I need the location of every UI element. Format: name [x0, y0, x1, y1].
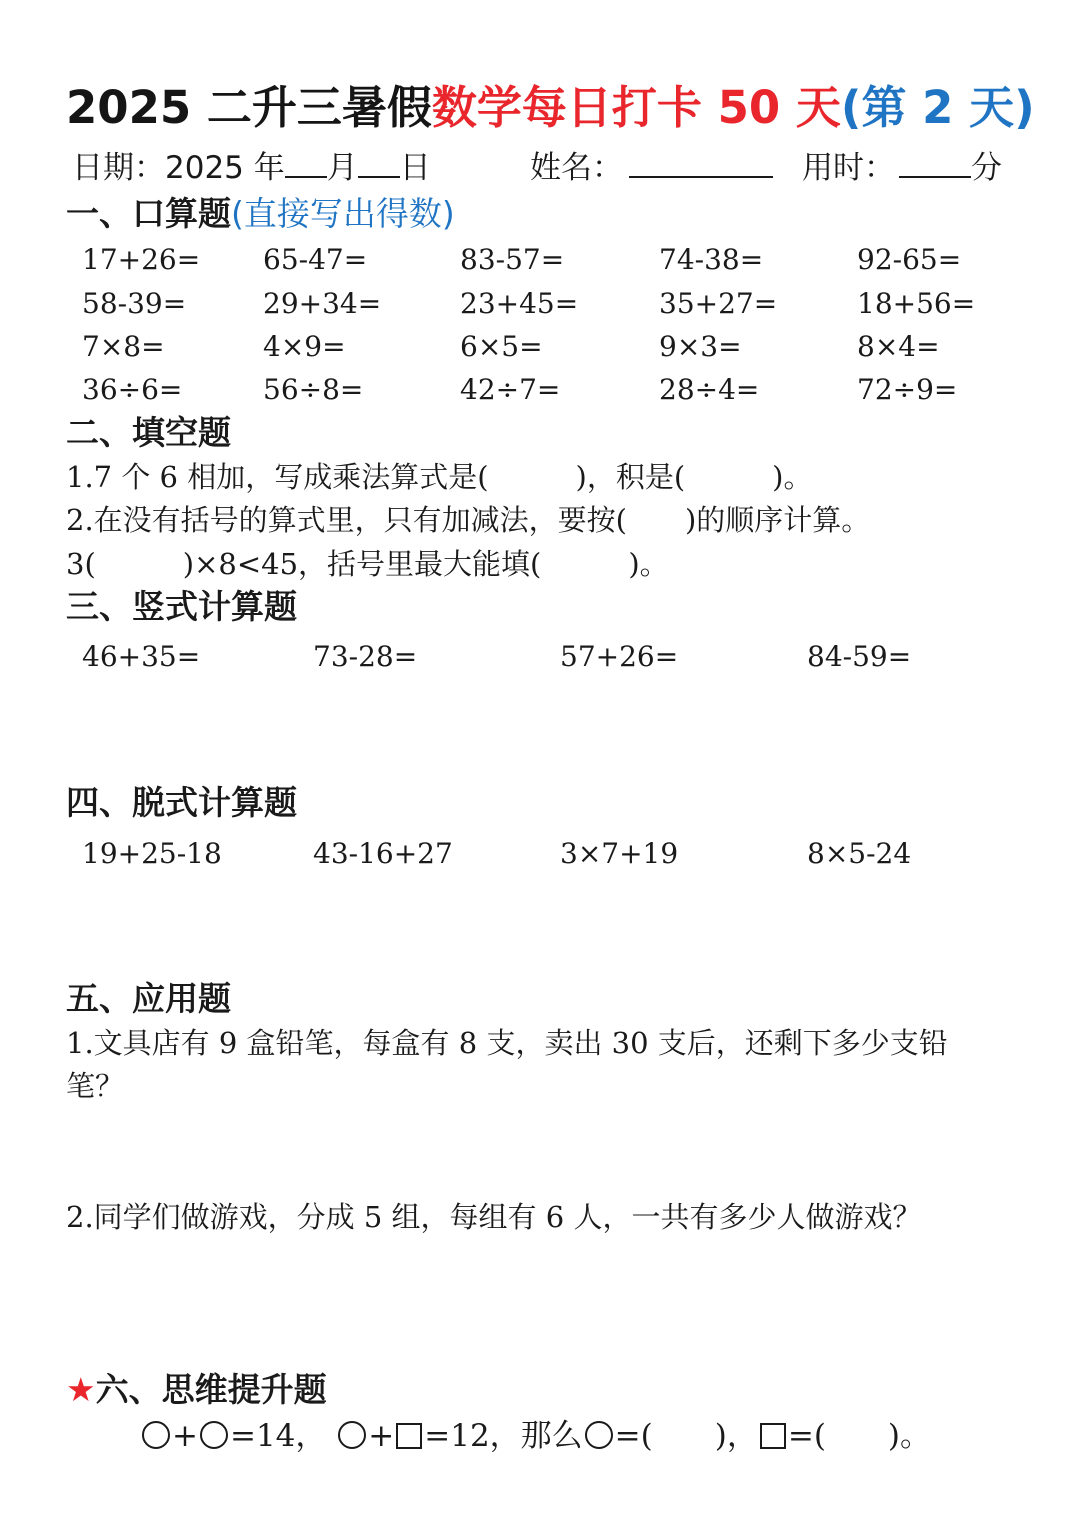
- section-heading-thinking: [66, 1368, 327, 1412]
- section-heading-fill: 二、填空题: [66, 413, 231, 452]
- answer-blank-circle: =( )，: [614, 1418, 758, 1454]
- thinking-problem: [140, 1414, 931, 1458]
- oral-item: 35+27=: [659, 287, 778, 320]
- equation-part: =12，那么: [424, 1418, 583, 1454]
- month-unit: 月: [326, 150, 358, 186]
- application-item-2: 2.同学们做游戏，分成 5 组，每组有 6 人，一共有多少人做游戏？: [66, 1200, 922, 1234]
- page-title: [66, 78, 1035, 138]
- vertical-calc-item: 46+35=: [82, 640, 201, 673]
- name-label: 姓名：: [530, 150, 623, 186]
- circle-icon: [142, 1421, 170, 1449]
- oral-item: 28÷4=: [659, 373, 760, 406]
- step-calc-item: 43-16+27: [313, 837, 453, 870]
- section-heading-vertical: 三、竖式计算题: [66, 587, 297, 626]
- oral-item: 29+34=: [263, 287, 382, 320]
- step-calc-item: 8×5-24: [807, 837, 912, 870]
- fill-item-2: 2.在没有括号的算式里，只有加减法，要按( )的顺序计算。: [66, 503, 871, 537]
- oral-item: 6×5=: [460, 330, 543, 363]
- oral-item: 65-47=: [263, 243, 368, 276]
- answer-blank-square: =( )。: [787, 1418, 932, 1454]
- section-1-title: 一、口算题: [66, 194, 231, 233]
- day-blank[interactable]: [358, 146, 400, 178]
- oral-item: 58-39=: [82, 287, 187, 320]
- time-field: [802, 146, 1002, 190]
- application-item-1-line-1: 1.文具店有 9 盒铅笔，每盒有 8 支，卖出 30 支后，还剩下多少支铅: [66, 1026, 948, 1060]
- info-line: [72, 146, 431, 190]
- year-value: 2025: [165, 150, 244, 186]
- name-field: [530, 146, 773, 190]
- square-icon: [396, 1423, 422, 1449]
- section-heading-application: 五、应用题: [66, 979, 231, 1018]
- oral-item: 18+56=: [857, 287, 976, 320]
- oral-item: 92-65=: [857, 243, 962, 276]
- oral-item: 56÷8=: [263, 373, 364, 406]
- year-unit: 年: [253, 150, 285, 186]
- vertical-calc-item: 57+26=: [560, 640, 679, 673]
- step-calc-item: 19+25-18: [82, 837, 222, 870]
- month-blank[interactable]: [285, 146, 327, 178]
- circle-icon: [338, 1421, 366, 1449]
- section-heading-oral: [66, 192, 455, 236]
- equation-part: =14，: [229, 1418, 327, 1454]
- oral-item: 23+45=: [460, 287, 579, 320]
- vertical-calc-item: 73-28=: [313, 640, 418, 673]
- vertical-calc-item: 84-59=: [807, 640, 912, 673]
- minute-unit: 分: [971, 150, 1002, 186]
- time-label: 用时：: [802, 150, 895, 186]
- section-1-hint: (直接写出得数): [231, 194, 455, 233]
- title-blue-part: (第 2 天): [840, 81, 1035, 134]
- section-heading-step: 四、脱式计算题: [66, 783, 297, 822]
- oral-item: 4×9=: [263, 330, 346, 363]
- fill-item-1: 1.7 个 6 相加，写成乘法算式是( )，积是( )。: [66, 460, 813, 494]
- oral-item: 36÷6=: [82, 373, 183, 406]
- oral-item: 8×4=: [857, 330, 940, 363]
- star-icon: ★: [66, 1370, 96, 1409]
- oral-item: 7×8=: [82, 330, 165, 363]
- circle-icon: [585, 1421, 613, 1449]
- oral-item: 74-38=: [659, 243, 764, 276]
- oral-item: 9×3=: [659, 330, 742, 363]
- fill-item-3: 3( )×8<45，括号里最大能填( )。: [66, 547, 669, 581]
- name-blank[interactable]: [629, 146, 773, 178]
- oral-item: 72÷9=: [857, 373, 958, 406]
- step-calc-item: 3×7+19: [560, 837, 679, 870]
- title-red-part: 数学每日打卡 50 天: [431, 81, 841, 134]
- section-6-title: 六、思维提升题: [95, 1370, 327, 1409]
- oral-item: 17+26=: [82, 243, 201, 276]
- date-label: 日期：: [72, 150, 165, 186]
- title-black-part: 2025 二升三暑假: [66, 81, 432, 134]
- day-unit: 日: [399, 150, 431, 186]
- square-icon: [760, 1423, 786, 1449]
- oral-item: 42÷7=: [460, 373, 561, 406]
- time-blank[interactable]: [899, 146, 971, 178]
- application-item-1-line-2: 笔？: [66, 1069, 125, 1103]
- circle-icon: [200, 1421, 228, 1449]
- plus-sign: +: [172, 1418, 198, 1454]
- oral-item: 83-57=: [460, 243, 565, 276]
- plus-sign: +: [368, 1418, 395, 1454]
